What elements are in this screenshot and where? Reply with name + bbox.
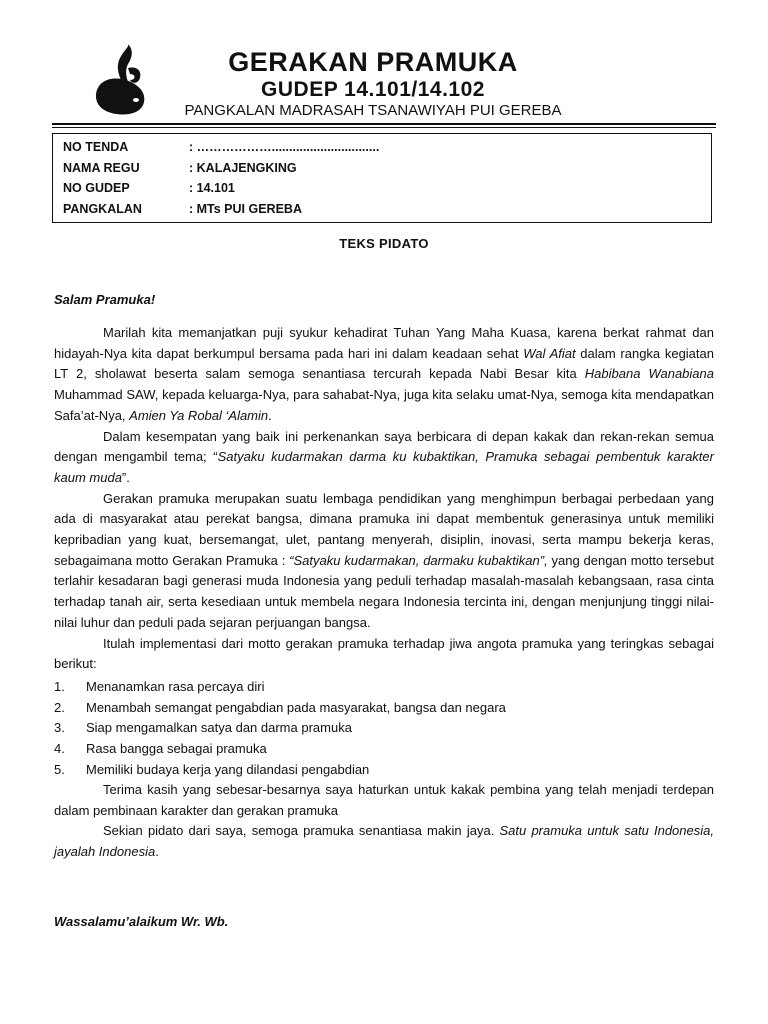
text-run: Gerakan pramuka merupakan suatu lembaga pendidikan yang menghimpun berbagai perbedaan yang ada di masyarakat atau perekat bangsa, dimana pramuka ini dapat membentuk generasinya untuk memiliki kepribadian yang kuat, bersemangat, ulet, pantang menyerah, disiplin, inovasi, serta mampu bekerja keras, sebagaimana motto Gerakan Pramuka : [54,490,714,568]
pramuka-logo-icon [92,44,152,118]
info-row-gudep [63,178,235,198]
info-value: : 14.101 [189,181,235,195]
info-label: PANGKALAN [63,202,142,216]
list-number: 4. [54,741,65,757]
info-label: NAMA REGU [63,161,140,175]
text-run: . [155,844,159,860]
list-number: 2. [54,699,65,715]
implementation-list [54,677,714,781]
info-label: NO TENDA [63,140,129,154]
list-item [54,677,714,698]
paragraph-5: Terima kasih yang sebesar-besarnya saya haturkan untuk kakak pembina yang telah menjadi terdepan dalam pembinaan karakter dan gerakan pramuka [54,782,714,818]
info-row-tent [63,137,379,157]
text-run: Muhammad SAW, kepada keluarga-Nya, para sahabat-Nya, juga kita selaku umat-Nya, semoga kita mendapatkan Safa’at-Nya, [54,387,714,423]
text-run: Marilah kita memanjatkan puji syukur kehadirat Tuhan Yang Maha Kuasa, karena berkat rahmat dan hidayah-Nya kita dapat berkumpul bersama pada hari ini dalam keadaan sehat [54,325,714,361]
text-run-italic: Wal Afiat [523,345,576,361]
info-row-team [63,158,297,178]
text-run-italic: Amien Ya Robal ‘Alamin [129,407,269,423]
info-value: : ………………............................... [189,140,380,154]
info-value: : KALAJENGKING [189,161,297,175]
list-text: Rasa bangga sebagai pramuka [86,741,267,757]
list-item [54,739,714,760]
list-number: 3. [54,720,65,736]
body-block-2 [54,780,714,863]
text-run: ”. [121,469,130,485]
paragraph-6 [54,821,714,862]
text-run-italic: “Satyaku kudarmakan, darmaku kubaktikan”, [289,552,548,568]
info-value: : MTs PUI GEREBA [189,202,302,216]
document-title: TEKS PIDATO [339,236,429,251]
team-info-box [52,133,712,223]
paragraph-1 [54,323,714,427]
list-text: Menanamkan rasa percaya diri [86,679,265,694]
list-item [54,718,714,739]
paragraph-4: Itulah implementasi dari motto gerakan pramuka terhadap jiwa angota pramuka yang teringkas sebagai berikut: [54,635,714,672]
list-text: Siap mengamalkan satya dan darma pramuka [86,720,352,736]
text-run: dalam rangka kegiatan LT 2, sholawat beserta salam semoga senantiasa tercurah kepada Nabi Besar kita [54,345,714,382]
body-block-1 [54,323,714,675]
info-row-base [63,199,302,219]
header-rule-thick [52,123,716,125]
closing-salutation: Wassalamu’alaikum Wr. Wb. [54,914,229,929]
list-text: Menambah semangat pengabdian pada masyarakat, bangsa dan negara [86,699,506,715]
text-run-italic: Habibana Wanabiana [584,366,714,382]
greeting: Salam Pramuka! [54,292,156,307]
gudep-title: GUDEP 14.101/14.102 [261,78,485,101]
list-item [54,760,714,781]
paragraph-3 [54,489,714,634]
organization-title: GERAKAN PRAMUKA [228,47,518,77]
text-run: Dalam kesempatan yang baik ini perkenankan saya berbicara di depan kakak dan rekan-rekan semua dengan mengambil tema; “ [54,428,714,465]
text-run: yang dengan motto tersebut terlahir kesadaran bagi generasi muda Indonesia yang peduli terhadap masalah-masalah kebangsaan, rasa cinta terhadap tanah air, serta kesediaan untuk membela negara Indonesia tercinta ini, dengan menjunjung tinggi nilai-nilai luhur dan peduli pada sejaran perjuangan bangsa. [54,552,714,630]
list-number: 5. [54,761,65,777]
text-run-italic: Satu pramuka untuk satu Indonesia, jayalah Indonesia [54,823,714,860]
text-run-italic: Satyaku kudarmakan darma ku kubaktikan, Pramuka sebagai pembentuk karakter kaum muda [54,449,714,485]
text-run: Sekian pidato dari saya, semoga pramuka senantiasa makin jaya. [103,823,500,839]
list-item [54,698,714,719]
header-rule-thin [52,127,716,128]
info-label: NO GUDEP [63,181,130,195]
list-text: Memiliki budaya kerja yang dilandasi pengabdian [86,761,370,777]
text-run: . [268,407,272,423]
base-subtitle: PANGKALAN MADRASAH TSANAWIYAH PUI GEREBA [184,102,562,119]
paragraph-2 [54,427,714,489]
list-number: 1. [54,679,65,694]
